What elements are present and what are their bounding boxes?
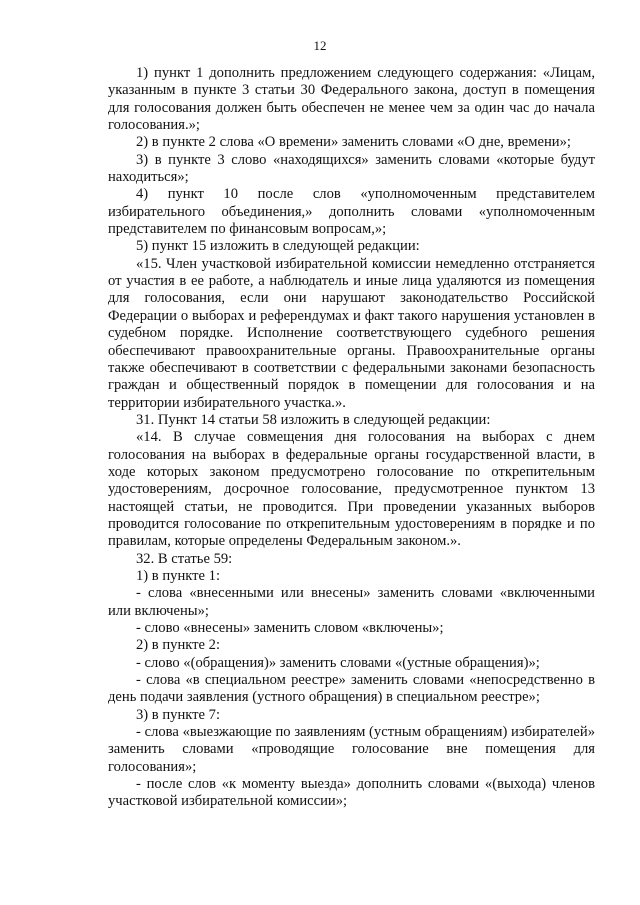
paragraph-subitem-3: 3) в пункте 7: [136, 706, 221, 723]
paragraph-item-3: 3) в пункте 3 слово «находящихся» заменить словами «которые будут находиться»; [108, 151, 595, 186]
paragraph-item-31: 31. Пункт 14 статьи 58 изложить в следующей редакции: [136, 411, 491, 428]
paragraph-quote-15: «15. Член участковой избирательной комиссии немедленно отстраняется от участия в ее работе, а наблюдатель и иные лица удаляются из помещения для голосования, если они нарушают законодательство Российской Федерации о выборах и референдумах и факт такого нарушения установлен в судебном порядке. Исполнение соответствующего судебного решения обеспечивают правоохранительные органы. Правоохранительные органы также обеспечивают в соответствии с федеральными законами безопасность граждан и общественный порядок в помещении для голосования и на территории избирательного участка.». [108, 255, 595, 411]
paragraph-item-1: 1) пункт 1 дополнить предложением следующего содержания: «Лицам, указанным в пункте 3 статьи 30 Федерального закона, доступ в помещения для голосования должен быть обеспечен не менее чем за один час до начала голосования.»; [108, 65, 595, 134]
paragraph-dash-2: - слово «внесены» заменить словом «включены»; [136, 620, 444, 636]
paragraph-dash-4: - слова «в специальном реестре» заменить словами «непосредственно в день подачи заявления (устного обращения) в специальном реестре»; [108, 672, 595, 706]
paragraph-quote-14: «14. В случае совмещения дня голосования на выборах с днем голосования на выборах в федеральные органы государственной власти, в ходе которых законом предусмотрено голосование по открепительным удостоверениям, досрочное голосование, предусмотренное пунктом 13 настоящей статьи, не проводится. При проведении указанных выборов проводится голосование по открепительным удостоверениям в порядке и по правилам, которые определены Федеральным законом.». [108, 429, 595, 550]
paragraph-dash-6: - после слов «к моменту выезда» дополнить словами «(выхода) членов участковой избирательной комиссии»; [108, 776, 595, 810]
paragraph-dash-1: - слова «внесенными или внесены» заменить словами «включенными или включены»; [108, 585, 595, 619]
paragraph-dash-5: - слова «выезжающие по заявлениям (устным обращениям) избирателей» заменить словами «проводящие голосование вне помещения для голосования»; [108, 724, 595, 775]
paragraph-item-4: 4) пункт 10 после слов «уполномоченным представителем избирательного объединения,» дополнить словами «уполномоченным представителем по финансовым вопросам,»; [108, 186, 595, 238]
paragraph-item-5: 5) пункт 15 изложить в следующей редакции: [136, 238, 420, 255]
paragraph-item-32: 32. В статье 59: [136, 550, 233, 567]
page-number: 12 [313, 38, 327, 53]
document-body [108, 65, 595, 811]
paragraph-subitem-2: 2) в пункте 2: [136, 637, 221, 654]
paragraph-item-2: 2) в пункте 2 слова «О времени» заменить словами «О дне, времени»; [136, 134, 571, 151]
paragraph-subitem-1: 1) в пункте 1: [136, 567, 221, 584]
paragraph-dash-3: - слово «(обращения)» заменить словами «(устные обращения)»; [136, 654, 540, 671]
